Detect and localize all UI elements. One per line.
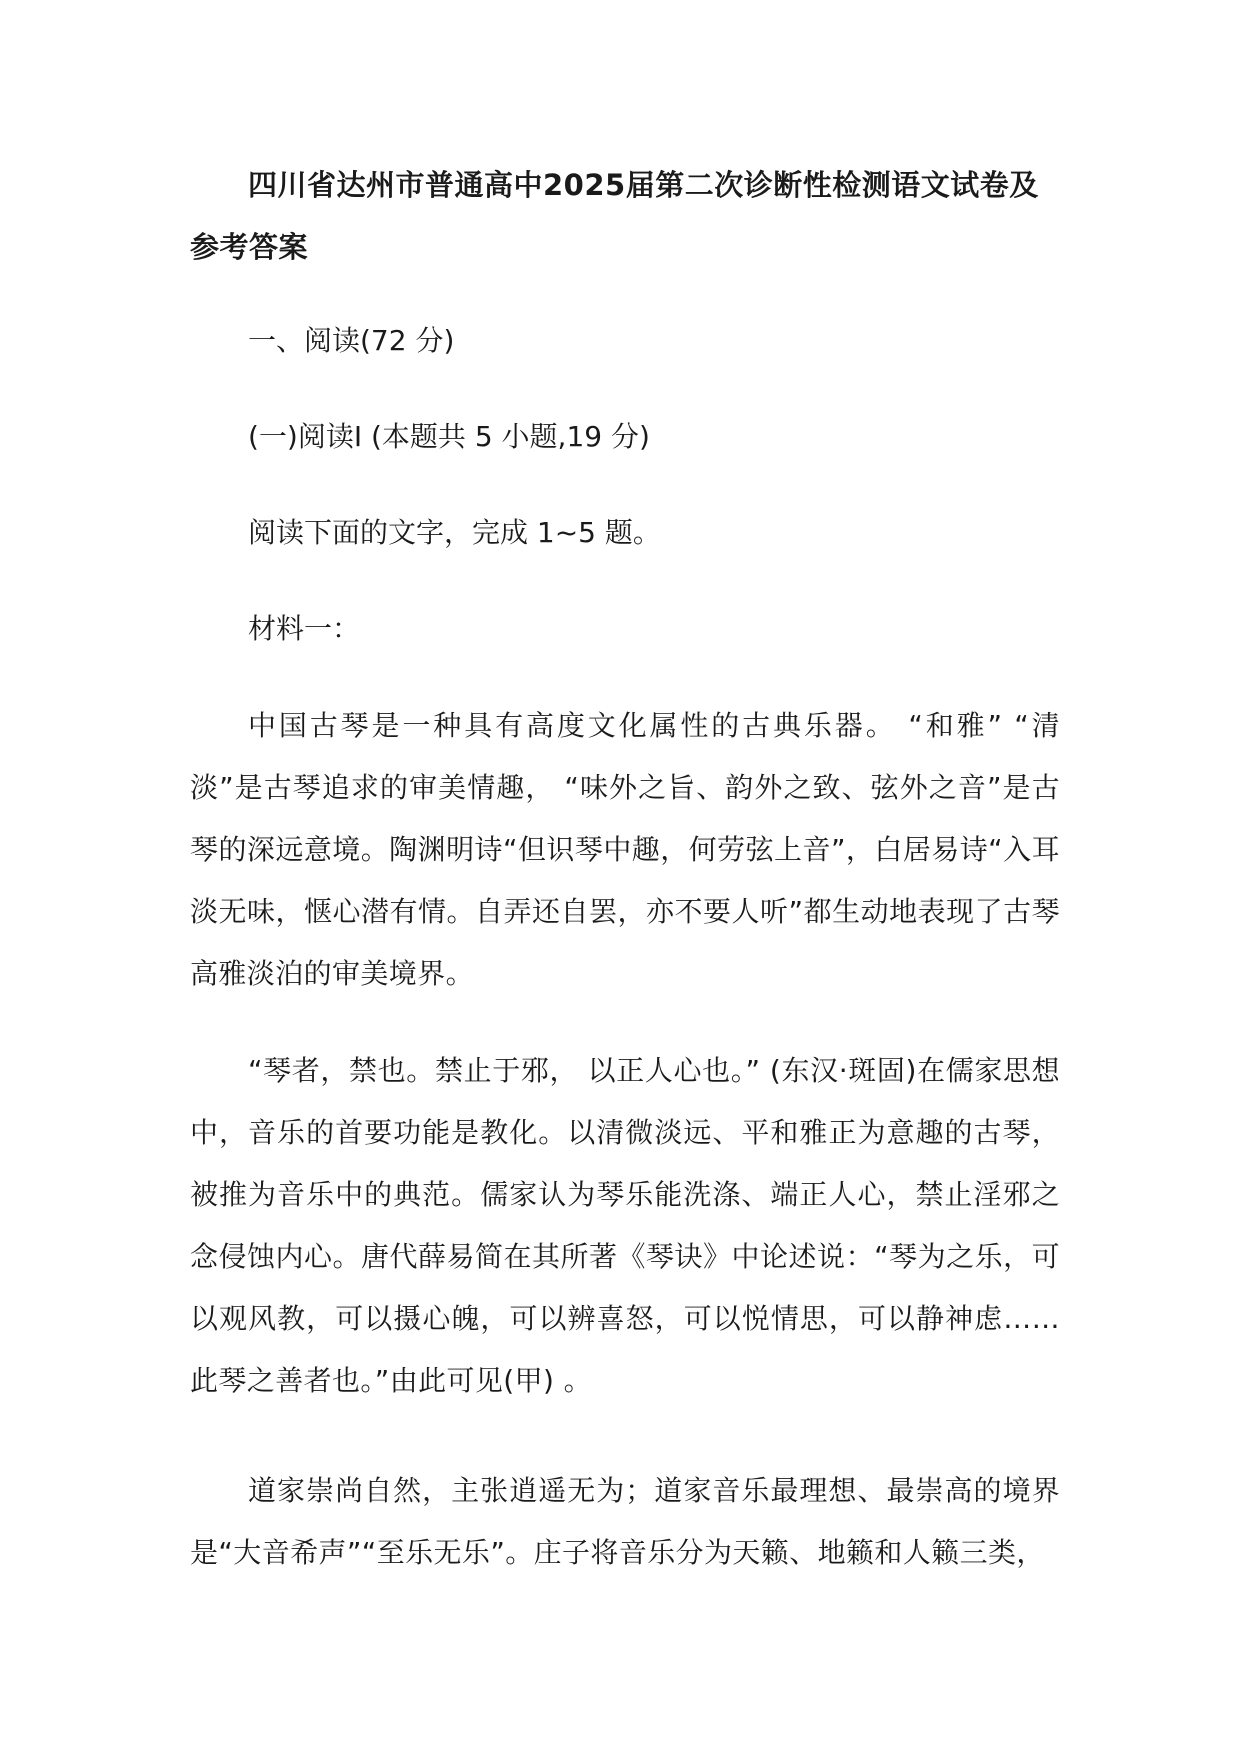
section-heading: 一、阅读(72 分) [248,324,455,357]
body-paragraph: “琴者，禁也。禁止于邪， 以正人心也。” (东汉·斑固)在儒家思想中，音乐的首要功能是教化。以清微淡远、平和雅正为意趣的古琴，被推为音乐中的典范。儒家认为琴乐能洗涤、端正人心，禁止淫邪之念侵蚀内心。唐代薛易简在其所著《琴诀》中论述说：“琴为之乐，可以观风教，可以摄心魄，可以辨喜怒，可以悦情思，可以静神虑……此琴之善者也。”由此可见(甲) 。 [190,1054,1060,1397]
material-label: 材料一： [248,612,361,645]
document-title: 四川省达州市普通高中2025届第二次诊断性检测语文试卷及参考答案 [190,168,1039,264]
body-paragraph: 中国古琴是一种具有高度文化属性的古典乐器。 “和雅” “清淡”是古琴追求的审美情趣， “味外之旨、韵外之致、弦外之音”是古琴的深远意境。陶渊明诗“但识琴中趣，何劳弦上音”，白居易诗“入耳淡无味，惬心潜有情。自弄还自罢，亦不要人听”都生动地表现了古琴高雅淡泊的审美境界。 [190,709,1060,990]
instruction-text: 阅读下面的文字，完成 1~5 题。 [248,516,661,549]
body-paragraph: 道家崇尚自然，主张逍遥无为；道家音乐最理想、最崇高的境界是“大音希声”“至乐无乐”。庄子将音乐分为天籁、地籁和人籁三类， [190,1474,1060,1569]
subsection-heading: (一)阅读Ⅰ (本题共 5 小题,19 分) [248,420,650,453]
